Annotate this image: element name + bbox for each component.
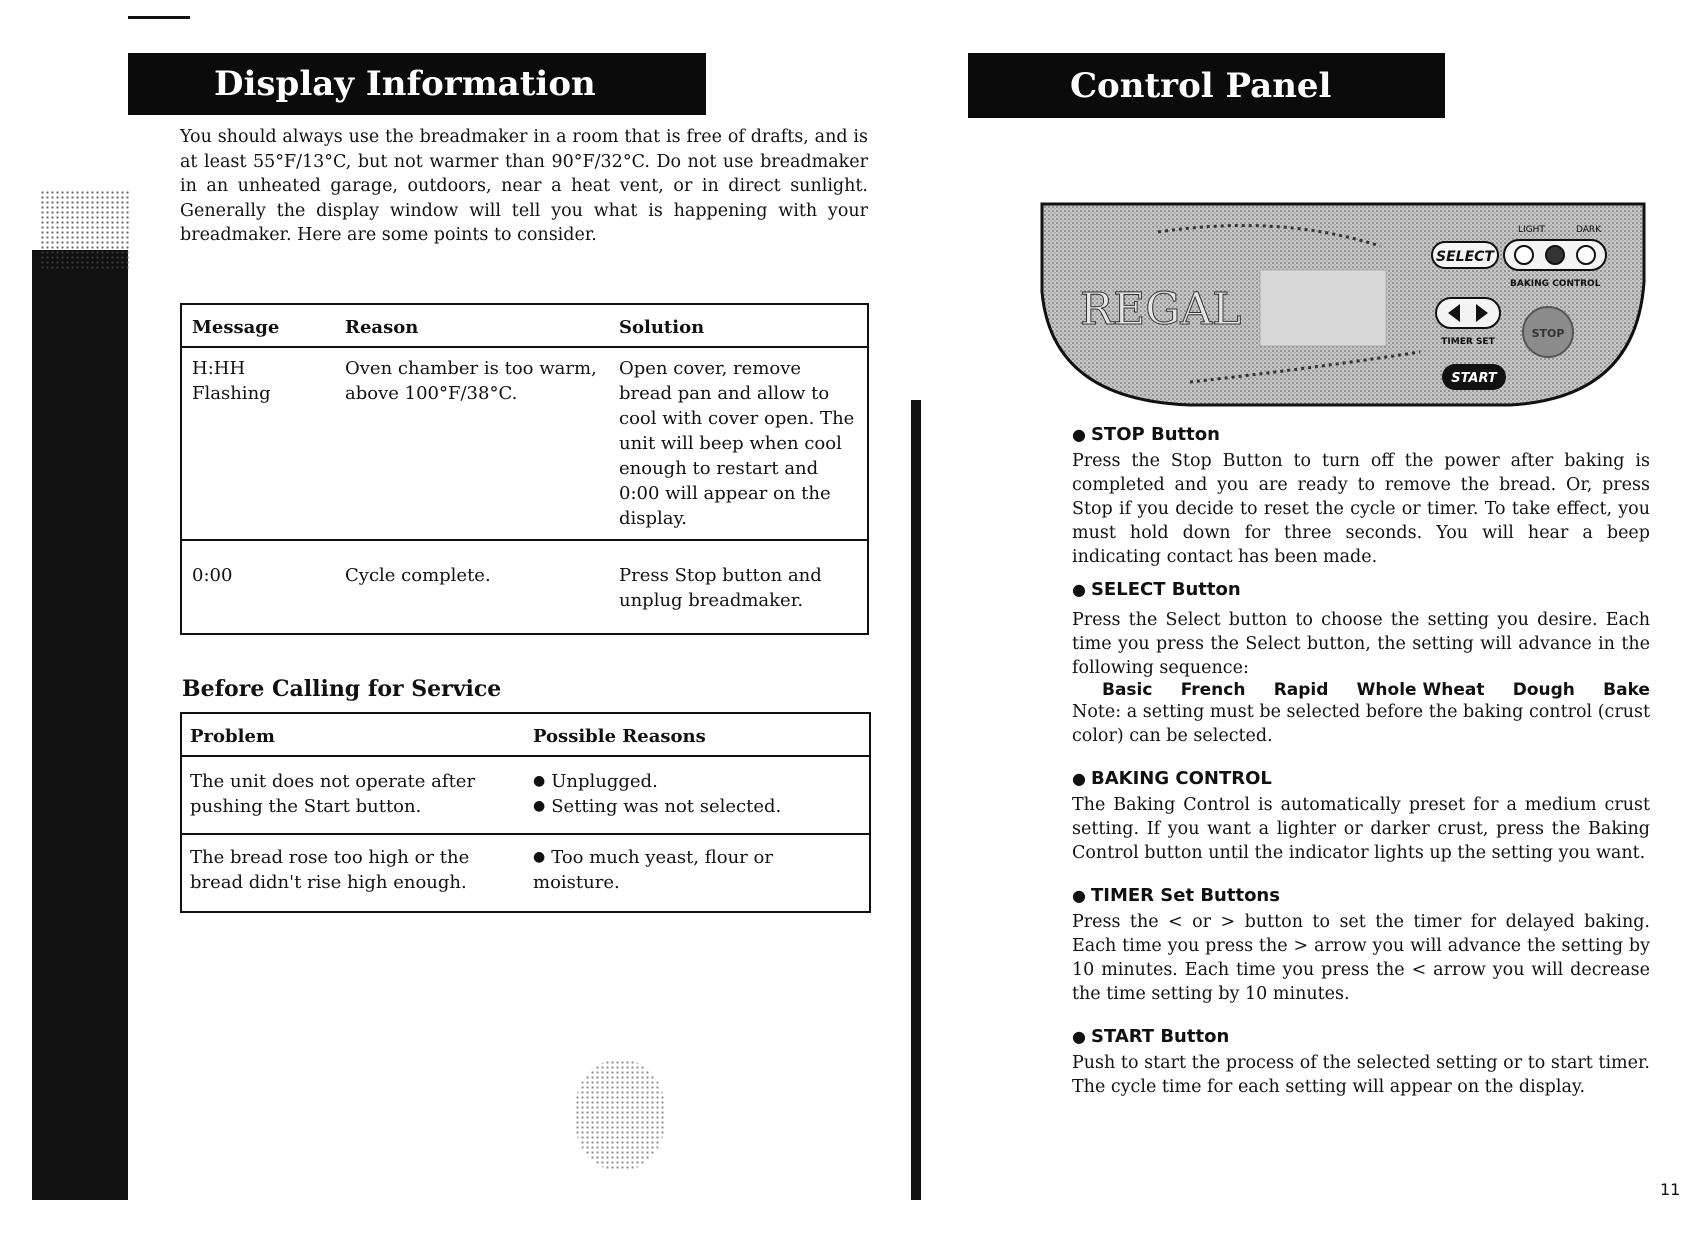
scan-speckle — [575, 1060, 665, 1170]
sequence-item: Whole Wheat — [1356, 680, 1485, 700]
reason-item: ● Too much yeast, flour or moisture. — [533, 845, 859, 895]
control-panel-banner — [968, 53, 1445, 118]
baking-control-body: The Baking Control is automatically preset for a medium crust setting. If you want a lighter or darker crust, press the Baking Control button until the indicator lights up the setting you want. — [1072, 795, 1650, 863]
binding-shadow-fade — [40, 190, 130, 270]
sequence-item: Bake — [1603, 680, 1650, 700]
reason-item: ● Unplugged. — [533, 769, 859, 794]
baking-control-heading: ● BAKING CONTROL — [1072, 768, 1650, 789]
message-cell: H:HH Flashing — [192, 358, 271, 404]
problem-cell: The unit does not operate after pushing the Start button. — [190, 771, 476, 817]
table-row — [181, 540, 868, 634]
control-panel-svg — [1040, 202, 1646, 410]
display-messages-table — [180, 303, 869, 635]
reasons-cell — [523, 834, 870, 912]
timer-section — [1072, 885, 1650, 1006]
panel-brand: REGAL — [1080, 284, 1242, 335]
table-row — [181, 834, 870, 912]
reason-cell: Cycle complete. — [335, 540, 609, 634]
setting-sequence — [1072, 680, 1650, 700]
problem-cell: The bread rose too high or the bread didn't rise high enough. — [181, 834, 523, 912]
panel-select-label: SELECT — [1436, 249, 1494, 265]
panel-baking-control-label: BAKING CONTROL — [1510, 279, 1601, 289]
sequence-item: Basic — [1102, 680, 1153, 700]
table-row — [181, 756, 870, 834]
panel-dark-label: DARK — [1576, 225, 1602, 235]
baking-control-section — [1072, 768, 1650, 865]
service-table — [180, 712, 871, 913]
scan-mark-top — [128, 16, 190, 19]
select-section — [1072, 579, 1650, 748]
header-possible-reasons: Possible Reasons — [523, 713, 870, 756]
start-body: Push to start the process of the selected setting or to start timer. The cycle time for each setting will appear on the display. — [1072, 1053, 1650, 1097]
intro-paragraph: You should always use the breadmaker in a room that is free of drafts, and is at least 55°F/13°C, but not warmer than 90°F/32°C. Do not use breadmaker in an unheated garage, outdoors, near a heat vent, or in direct sunlight. Generally the display window will tell you what is happening with your breadmaker. Here are some points to consider. — [180, 127, 868, 245]
reason-item: ● Setting was not selected. — [533, 794, 859, 819]
sequence-item: Dough — [1512, 680, 1575, 700]
panel-timer-label: TIMER SET — [1441, 337, 1495, 347]
start-section — [1072, 1026, 1650, 1099]
solution-cell: Press Stop button and unplug breadmaker. — [609, 540, 868, 634]
select-heading: ● SELECT Button — [1072, 579, 1650, 600]
select-note: Note: a setting must be selected before the baking control (crust color) can be selected. — [1072, 702, 1650, 746]
panel-start-label: START — [1451, 371, 1497, 386]
binding-shadow-left — [32, 250, 128, 1200]
page-title-right: Control Panel — [1070, 65, 1332, 106]
timer-heading: ● TIMER Set Buttons — [1072, 885, 1650, 906]
header-reason: Reason — [335, 304, 609, 347]
table-header-row — [181, 713, 870, 756]
reasons-cell — [523, 756, 870, 834]
stop-section — [1072, 424, 1650, 569]
header-solution: Solution — [609, 304, 868, 347]
page-title-left: Display Information — [214, 64, 596, 104]
header-problem: Problem — [181, 713, 523, 756]
reason-cell: Oven chamber is too warm, above 100°F/38°C. — [345, 358, 597, 404]
table-row — [181, 347, 868, 540]
start-heading: ● START Button — [1072, 1026, 1650, 1047]
timer-body: Press the < or > button to set the timer for delayed baking. Each time you press the > arrow you will advance the setting by 10 minutes. Each time you press the < arrow you will decrease the time setting by 10 minutes. — [1072, 912, 1650, 1004]
page-fold-line — [911, 400, 921, 1200]
header-message: Message — [181, 304, 335, 347]
stop-heading: ● STOP Button — [1072, 424, 1650, 445]
table-header-row — [181, 304, 868, 347]
sequence-item: Rapid — [1273, 680, 1329, 700]
panel-light-label: LIGHT — [1518, 225, 1545, 235]
stop-body: Press the Stop Button to turn off the power after baking is completed and you are ready to remove the bread. Or, press Stop if you decide to reset the cycle or timer. To take effect, you must hold down for three seconds. You will hear a beep indicating contact has been made. — [1072, 451, 1650, 567]
page-number: 11 — [1660, 1180, 1681, 1199]
message-cell: 0:00 — [181, 540, 335, 634]
select-body: Press the Select button to choose the setting you desire. Each time you press the Select button, the setting will advance in the following sequence: — [1072, 610, 1650, 678]
panel-stop-label: STOP — [1531, 327, 1565, 340]
control-panel-sections — [1072, 424, 1650, 1099]
service-section-title: Before Calling for Service — [182, 676, 502, 702]
sequence-item: French — [1180, 680, 1246, 700]
solution-cell: Open cover, remove bread pan and allow to cool with cover open. The unit will beep when cool enough to restart and 0:00 will appear on the display. — [619, 358, 855, 529]
control-panel-illustration — [1040, 202, 1646, 410]
display-information-banner — [128, 53, 706, 115]
